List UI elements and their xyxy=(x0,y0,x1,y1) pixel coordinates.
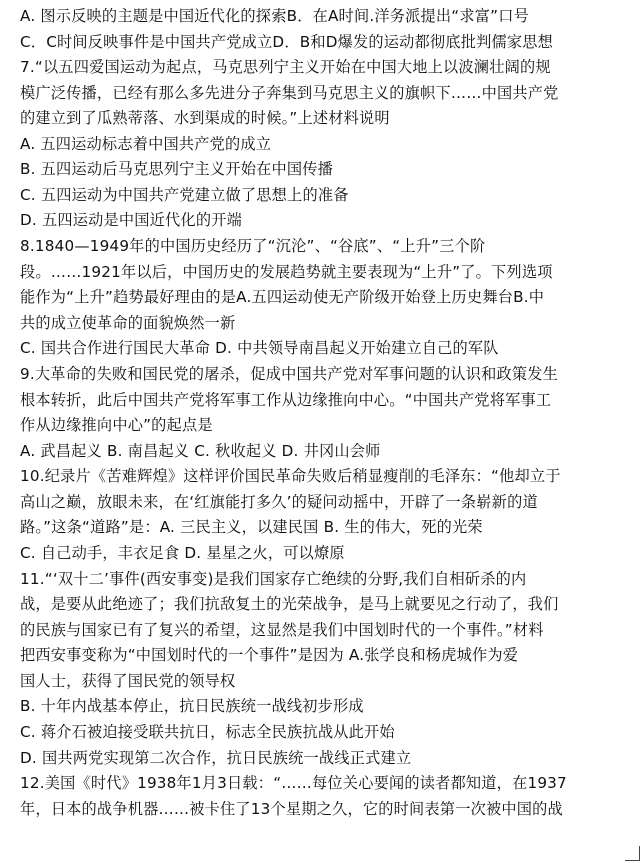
text-line: A. 图示反映的主题是中国近代化的探索B．在A时间.洋务派提出“求富”口号 xyxy=(20,7,529,25)
text-line: B. 五四运动后马克思列宁主义开始在中国传播 xyxy=(20,160,334,178)
text-line: D. 国共两党实现第二次合作，抗日民族统一战线正式建立 xyxy=(20,749,412,767)
text-line: 7.“以五四爱国运动为起点，马克思列宁主义开始在中国大地上以波澜壮阔的规 xyxy=(20,58,551,76)
text-line: 把西安事变称为“中国划时代的一个事件”是因为 A.张学良和杨虎城作为爱 xyxy=(20,646,519,664)
text-line: 作从边缘推向中心”的起点是 xyxy=(20,416,213,434)
text-line: 9.大革命的失败和国民党的屠杀，促成中国共产党对军事问题的认识和政策发生 xyxy=(20,365,559,383)
text-line: 高山之巅，放眼未来，在‘红旗能打多久’的疑问动摇中，开辟了一条崭新的道 xyxy=(20,493,538,511)
text-line: 共的成立使革命的面貌焕然一新 xyxy=(20,314,236,332)
text-line: C. 自己动手，丰衣足食 D. 星星之火，可以燎原 xyxy=(20,544,345,562)
text-line: 能作为“上升”趋势最好理由的是A.五四运动使无产阶级开始登上历史舞台B.中 xyxy=(20,288,545,306)
text-line: A. 武昌起义 B. 南昌起义 C. 秋收起义 D. 井冈山会师 xyxy=(20,442,381,460)
text-line: 11.“‘双十二’事件(西安事变)是我们国家存亡绝续的分野,我们自相斫杀的内 xyxy=(20,570,527,588)
text-line: C．C时间反映事件是中国共产党成立D．B和D爆发的运动都彻底批判儒家思想 xyxy=(20,33,554,51)
text-line: C. 五四运动为中国共产党建立做了思想上的准备 xyxy=(20,186,349,204)
text-line: 路。”这条“道路”是：A. 三民主义，以建民国 B. 生的伟大，死的光荣 xyxy=(20,518,483,536)
text-line: 段。……1921年以后，中国历史的发展趋势就主要表现为“上升”了。下列选项 xyxy=(20,263,553,281)
text-line: 年，日本的战争机器……被卡住了13个星期之久，它的时间表第一次被中国的战 xyxy=(20,800,563,818)
text-line: C. 蒋介石被迫接受联共抗日，标志全民族抗战从此开始 xyxy=(20,723,395,741)
text-line: 国人士，获得了国民党的领导权 xyxy=(20,672,236,690)
text-line: C. 国共合作进行国民大革命 D. 中共领导南昌起义开始建立自己的军队 xyxy=(20,339,499,357)
text-line: 12.美国《时代》1938年1月3日载：“……每位关心要闻的读者都知道，在1937 xyxy=(20,774,567,792)
text-line: 的建立到了瓜熟蒂落、水到渠成的时候。”上述材料说明 xyxy=(20,109,390,127)
text-line: 的民族与国家已有了复兴的希望，这显然是我们中国划时代的一个事件。”材料 xyxy=(20,621,544,639)
text-line: 根本转折，此后中国共产党将军事工作从边缘推向中心。“中国共产党将军事工 xyxy=(20,391,552,409)
text-line: 8.1840—1949年的中国历史经历了“沉沦”、“谷底”、“上升”三个阶 xyxy=(20,237,486,255)
text-line: B. 十年内战基本停止，抗日民族统一战线初步形成 xyxy=(20,697,364,715)
page-corner-mark xyxy=(625,846,640,861)
text-line: 模广泛传播，已经有那么多先进分子奔集到马克思主义的旗帜下……中国共产党 xyxy=(20,84,559,102)
text-line: A. 五四运动标志着中国共产党的成立 xyxy=(20,135,272,153)
text-line: 战，是要从此绝迹了；我们抗敌复土的光荣战争，是马上就要见之行动了，我们 xyxy=(20,595,559,613)
text-line: 10.纪录片《苦难辉煌》这样评价国民革命失败后稍显瘦削的毛泽东：“他却立于 xyxy=(20,467,561,485)
text-line: D. 五四运动是中国近代化的开端 xyxy=(20,211,242,229)
